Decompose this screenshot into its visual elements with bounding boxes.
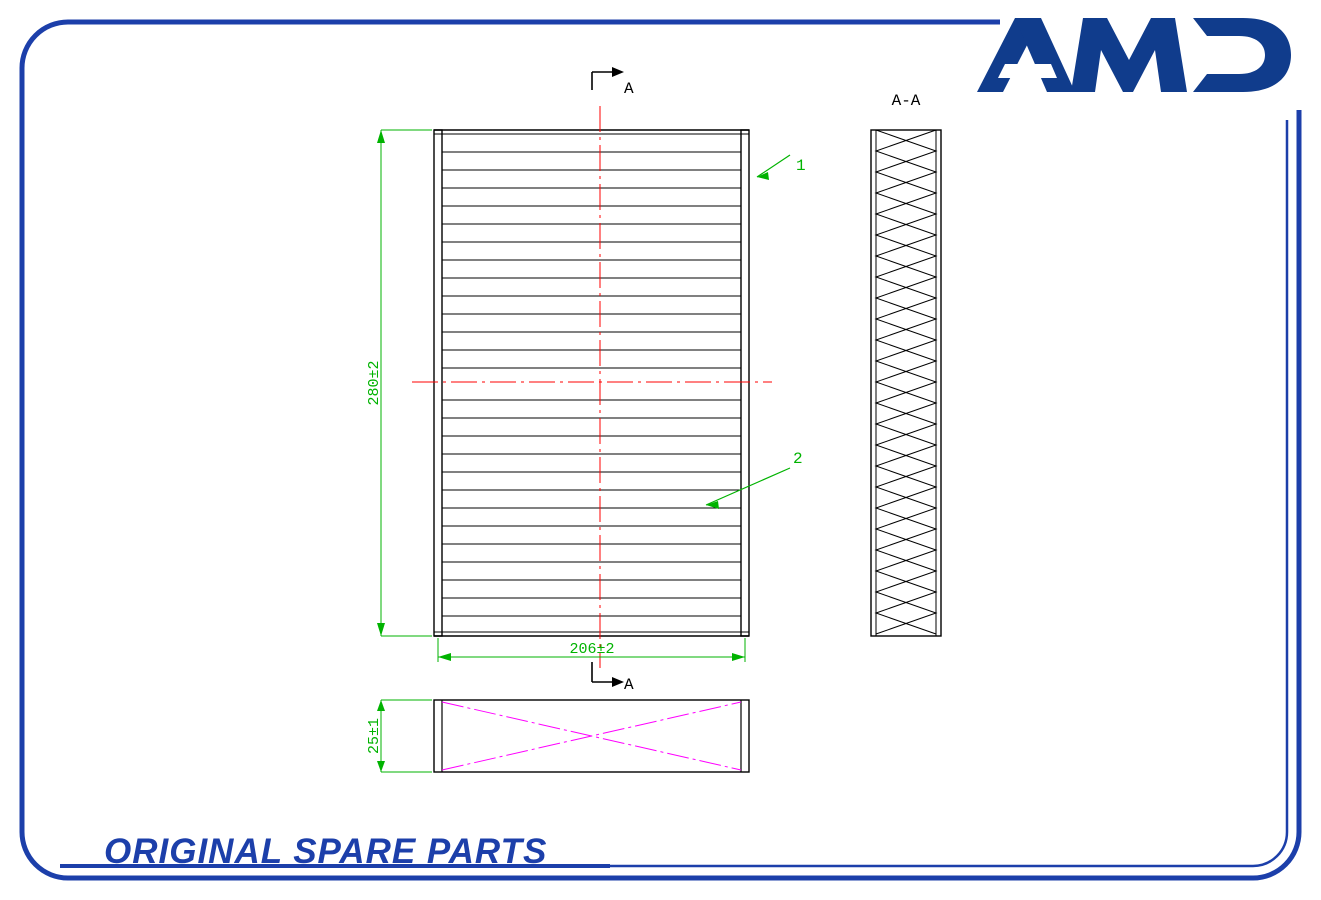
callout-1-leader <box>757 155 790 180</box>
dimension-thickness-label: 25±1 <box>366 717 383 755</box>
section-label-bottom: A <box>624 676 634 694</box>
section-mark-bottom <box>592 662 624 687</box>
section-view <box>871 130 941 636</box>
section-label-top: A <box>624 80 634 98</box>
callout-1-label: 1 <box>796 157 806 175</box>
side-view <box>434 700 749 772</box>
dimension-height <box>377 130 432 636</box>
callout-2-label: 2 <box>793 450 803 468</box>
brand-slogan: ORIGINAL SPARE PARTS <box>104 832 548 871</box>
dimension-height-label: 280±2 <box>366 360 383 406</box>
front-view <box>412 106 772 668</box>
section-view-title: A-A <box>891 92 921 110</box>
section-mark-top <box>592 67 624 90</box>
dimension-width-label: 206±2 <box>569 641 615 658</box>
dimension-thickness <box>377 700 432 772</box>
